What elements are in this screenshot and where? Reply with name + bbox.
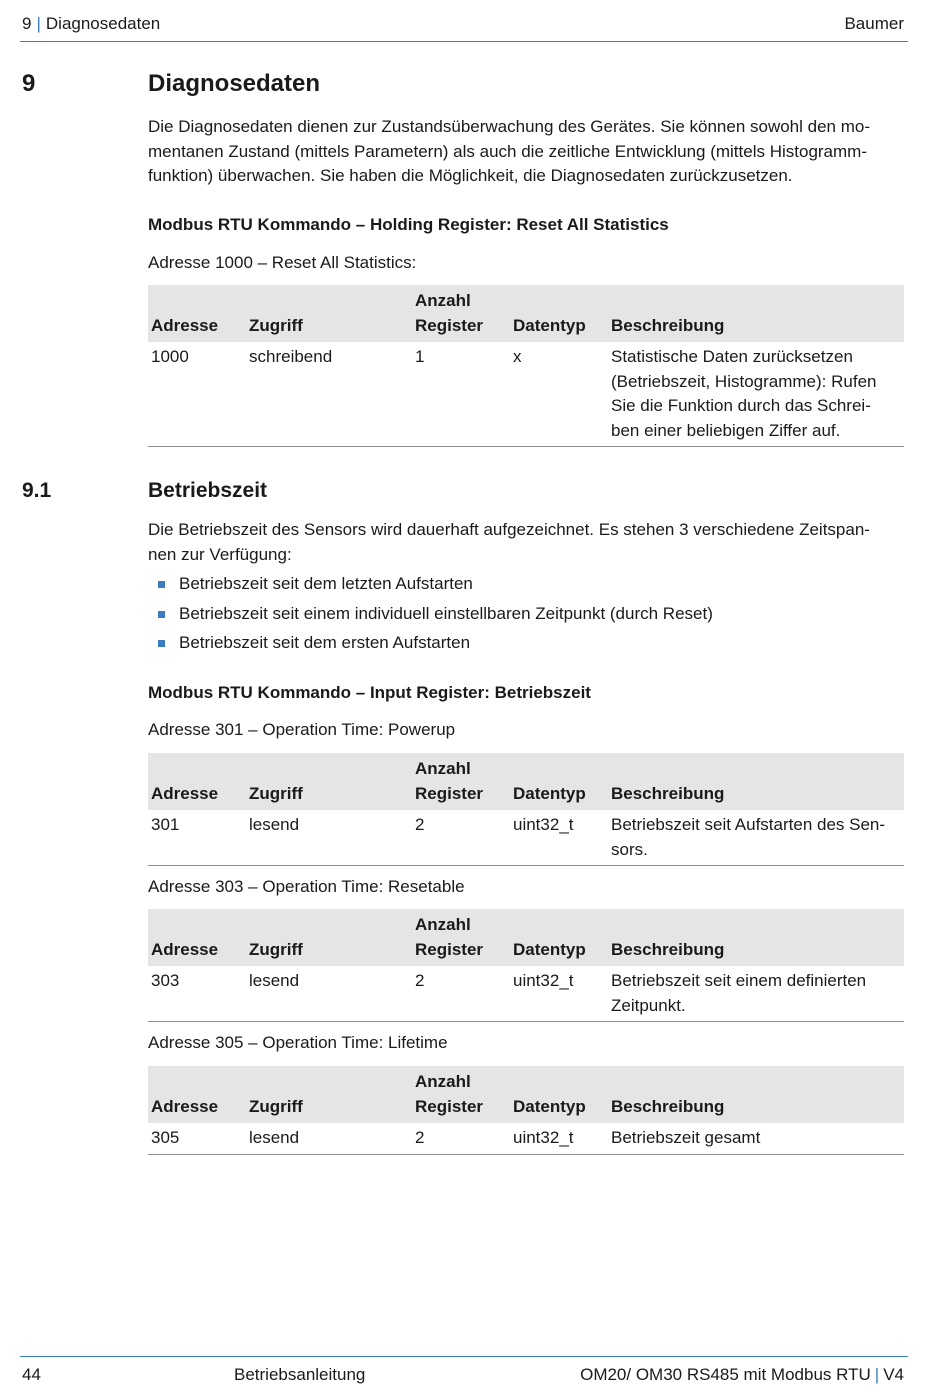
col-header-anzahl-line1: Anzahl (415, 291, 471, 310)
description-line: Betriebszeit gesamt (611, 1128, 761, 1147)
cell-beschreibung (608, 342, 904, 447)
address-label: Adresse 1000 – Reset All Statistics: (148, 253, 417, 272)
address-label: Adresse 303 – Operation Time: Resetable (148, 877, 465, 896)
col-header-zugriff: Zugriff (249, 1096, 303, 1116)
intro-line: funktion) überwachen. Sie haben die Möglichkeit, die Diagnosedaten zurückzusetzen. (148, 166, 793, 185)
col-header-anzahl (412, 285, 510, 342)
cell-zugriff: lesend (249, 815, 300, 834)
cell-beschreibung (608, 1123, 904, 1154)
register-table-303 (148, 909, 904, 1022)
page-number: 44 (22, 1365, 41, 1384)
header-chapter (22, 14, 160, 34)
col-header-anzahl (412, 909, 510, 966)
description-line: Zeitpunkt. (611, 995, 686, 1015)
col-header-beschreibung: Beschreibung (611, 1096, 725, 1116)
cell-datentyp: x (513, 347, 522, 366)
cell-anzahl: 1 (415, 347, 425, 366)
col-header-anzahl-line2: Register (415, 315, 484, 335)
bullet-list (158, 572, 898, 661)
cell-anzahl: 2 (415, 815, 425, 834)
footer-separator: | (874, 1365, 880, 1384)
cell-datentyp: uint32_t (513, 1128, 574, 1147)
section-number: 9 (22, 70, 36, 97)
cell-zugriff: lesend (249, 971, 300, 990)
cell-zugriff: schreibend (249, 347, 333, 366)
table-header-row (148, 753, 904, 810)
table-header-row (148, 1066, 904, 1123)
intro-line: Die Betriebszeit des Sensors wird dauerhaft aufgezeichnet. Es stehen 3 verschiedene Zeitspan- (148, 520, 870, 539)
footer-version: V4 (883, 1365, 904, 1384)
page-footer (20, 1356, 908, 1386)
intro-line: nen zur Verfügung: (148, 544, 292, 564)
col-header-datentyp: Datentyp (513, 939, 586, 959)
description-line: Statistische Daten zurücksetzen (611, 347, 853, 366)
section-intro (148, 115, 904, 189)
cell-datentyp: uint32_t (513, 971, 574, 990)
list-item-text: Betriebszeit seit dem ersten Aufstarten (179, 633, 471, 652)
col-header-anzahl (412, 1066, 510, 1123)
table-header-row (148, 909, 904, 966)
cell-adresse: 303 (151, 971, 180, 990)
col-header-anzahl-line1: Anzahl (415, 759, 471, 778)
footer-product-name: OM20/ OM30 RS485 mit Modbus RTU (580, 1365, 871, 1384)
cell-beschreibung (608, 966, 904, 1022)
description-line: sors. (611, 839, 648, 859)
col-header-adresse: Adresse (151, 315, 219, 335)
register-table-301 (148, 753, 904, 866)
header-chapter-number: 9 (22, 14, 32, 33)
page-header (20, 0, 908, 42)
col-header-beschreibung: Beschreibung (611, 783, 725, 803)
command-heading: Modbus RTU Kommando – Holding Register: Reset All Statistics (148, 215, 669, 234)
subsection-intro (148, 518, 904, 567)
col-header-anzahl-line2: Register (415, 783, 484, 803)
cell-anzahl: 2 (415, 971, 425, 990)
col-header-anzahl-line2: Register (415, 1096, 484, 1116)
bullet-square-icon (158, 611, 165, 618)
register-table-reset (148, 285, 904, 447)
intro-line: mentanen Zustand (mittels Parametern) als auch die zeitliche Entwicklung (mittels Histogramm- (148, 141, 867, 161)
col-header-adresse: Adresse (151, 783, 219, 803)
footer-doc-type: Betriebsanleitung (234, 1365, 366, 1384)
address-label: Adresse 305 – Operation Time: Lifetime (148, 1033, 448, 1052)
cell-datentyp: uint32_t (513, 815, 574, 834)
col-header-datentyp: Datentyp (513, 315, 586, 335)
col-header-datentyp: Datentyp (513, 783, 586, 803)
cell-zugriff: lesend (249, 1128, 300, 1147)
command-heading: Modbus RTU Kommando – Input Register: Betriebszeit (148, 683, 591, 702)
col-header-beschreibung: Beschreibung (611, 315, 725, 335)
col-header-adresse: Adresse (151, 939, 219, 959)
list-item (158, 602, 898, 632)
col-header-anzahl (412, 753, 510, 810)
col-header-anzahl-line1: Anzahl (415, 1072, 471, 1091)
subsection-number: 9.1 (22, 479, 52, 502)
bullet-square-icon (158, 640, 165, 647)
col-header-anzahl-line1: Anzahl (415, 915, 471, 934)
register-table-305 (148, 1066, 904, 1155)
table-header-row (148, 285, 904, 342)
subsection-title: Betriebszeit (148, 479, 268, 502)
description-line: ben einer beliebigen Ziffer auf. (611, 420, 841, 440)
description-line: Betriebszeit seit einem definierten (611, 971, 867, 990)
table-row (148, 342, 904, 447)
list-item (158, 631, 898, 661)
header-chapter-title: Diagnosedaten (45, 14, 161, 33)
list-item-text: Betriebszeit seit dem letzten Aufstarten (179, 574, 473, 593)
list-item-text: Betriebszeit seit einem individuell einstellbaren Zeitpunkt (durch Reset) (179, 603, 713, 623)
header-brand: Baumer (844, 14, 904, 33)
bullet-square-icon (158, 581, 165, 588)
section-title: Diagnosedaten (148, 70, 321, 97)
list-item (158, 572, 898, 602)
cell-beschreibung (608, 810, 904, 866)
col-header-beschreibung: Beschreibung (611, 939, 725, 959)
col-header-zugriff: Zugriff (249, 315, 303, 335)
col-header-anzahl-line2: Register (415, 939, 484, 959)
description-line: (Betriebszeit, Histogramme): Rufen (611, 371, 877, 391)
intro-line: Die Diagnosedaten dienen zur Zustandsüberwachung des Gerätes. Sie können sowohl den mo- (148, 117, 871, 136)
cell-adresse: 1000 (151, 347, 189, 366)
col-header-zugriff: Zugriff (249, 783, 303, 803)
cell-adresse: 305 (151, 1128, 180, 1147)
description-line: Sie die Funktion durch das Schrei- (611, 396, 871, 415)
cell-adresse: 301 (151, 815, 180, 834)
col-header-adresse: Adresse (151, 1096, 219, 1116)
col-header-datentyp: Datentyp (513, 1096, 586, 1116)
table-row (148, 810, 904, 866)
footer-product (580, 1365, 904, 1385)
header-separator: | (36, 14, 41, 33)
cell-anzahl: 2 (415, 1128, 425, 1147)
table-row (148, 966, 904, 1022)
col-header-zugriff: Zugriff (249, 939, 303, 959)
description-line: Betriebszeit seit Aufstarten des Sen- (611, 815, 886, 834)
table-row (148, 1123, 904, 1154)
address-label: Adresse 301 – Operation Time: Powerup (148, 720, 456, 739)
